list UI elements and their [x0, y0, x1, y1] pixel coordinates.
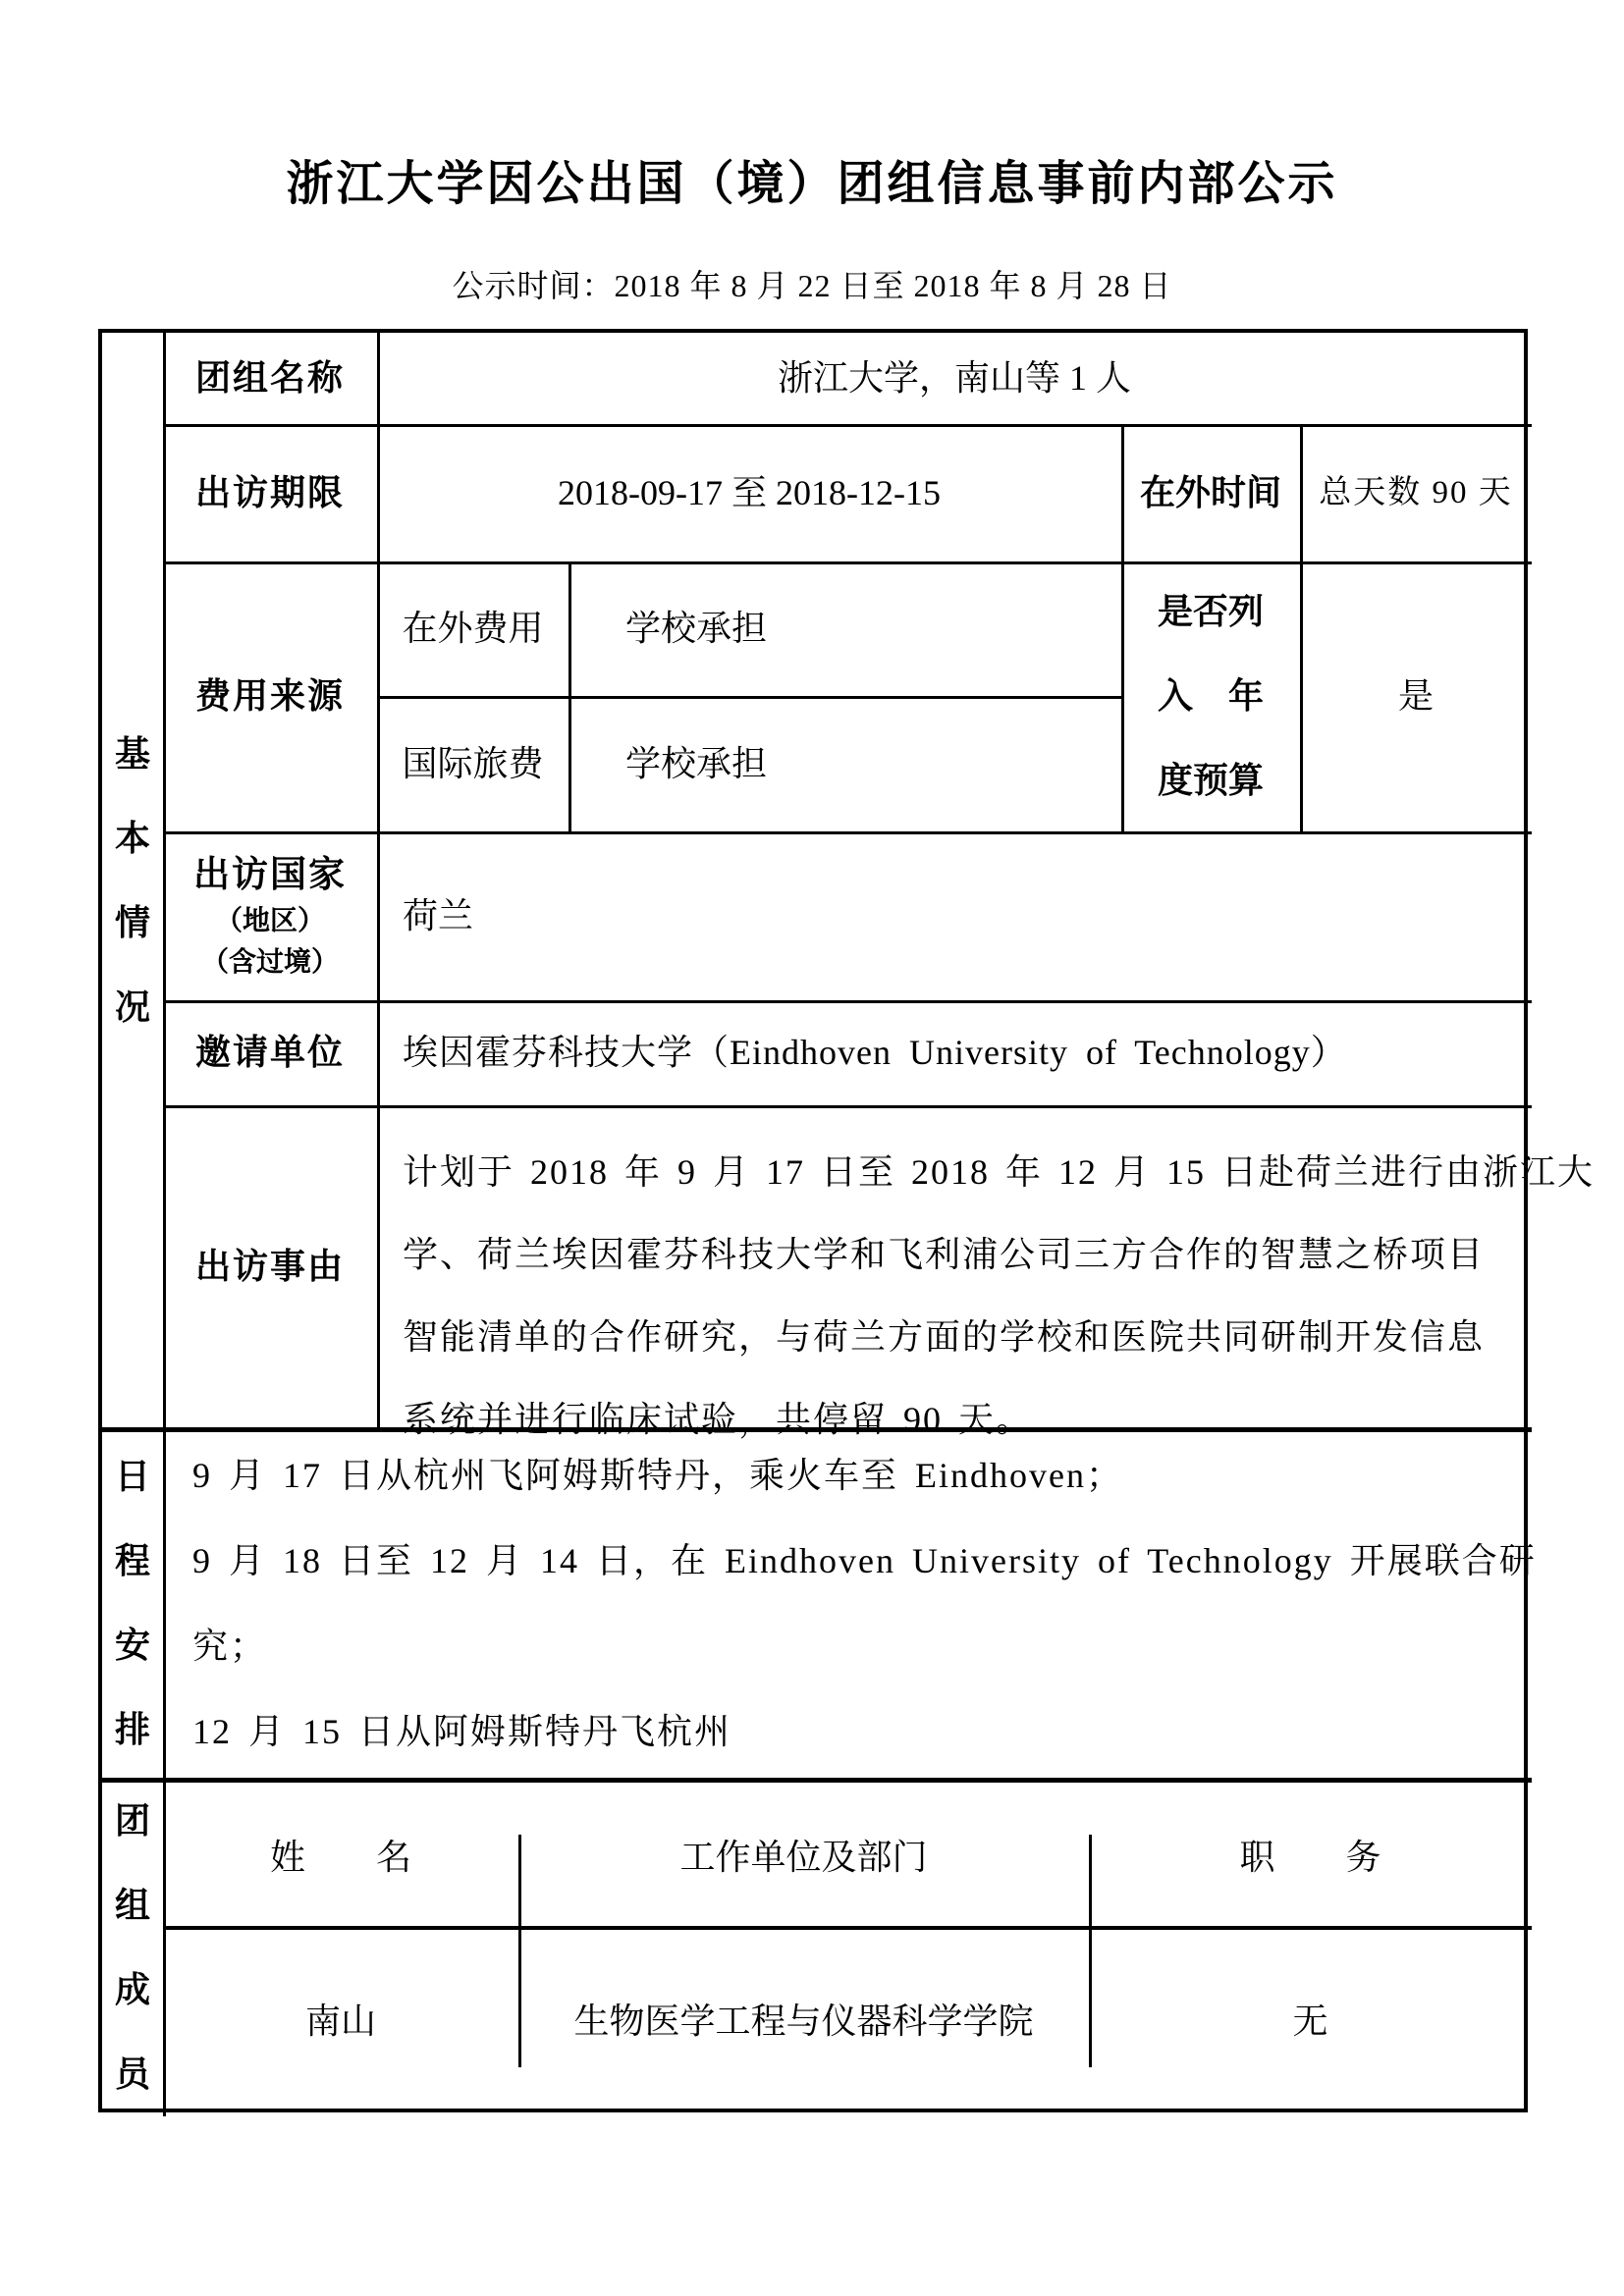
countries-label-sub2: （含过境）	[200, 946, 339, 977]
countries-label-sub1: （地区）	[214, 905, 325, 935]
schedule-line: 9 月 18 日至 12 月 14 日，在 Eindhoven University of Technology 开展联合研	[192, 1541, 1537, 1580]
budget-label-line3: 度预算	[1157, 760, 1264, 801]
group-name-label: 团组名称	[194, 357, 345, 399]
inviter-value	[377, 1000, 1532, 1105]
visit-period-label: 出访期限	[194, 471, 345, 512]
funding-value-abroad-cost: 学校承担	[625, 609, 768, 649]
section-label-schedule: 日 程 安 排	[114, 1455, 150, 1749]
countries-label-main: 出访国家	[193, 854, 347, 894]
purpose-value	[377, 1105, 1596, 1439]
section-label-basic-info: 基 本 情 况	[114, 732, 150, 1027]
budget-label-line2: 入 年	[1157, 675, 1264, 717]
funding-item-intl-travel: 国际旅费	[402, 743, 544, 783]
purpose-line: 学、荷兰埃因霍芬科技大学和飞利浦公司三方合作的智慧之桥项目	[403, 1235, 1486, 1274]
funding-label: 费用来源	[194, 675, 345, 717]
funding-value-intl-travel: 学校承担	[625, 743, 768, 783]
countries-label	[163, 831, 377, 1000]
schedule-content	[163, 1427, 1537, 1778]
funding-item-abroad-cost: 在外费用	[402, 609, 544, 649]
abroad-time-label: 在外时间	[1139, 471, 1281, 512]
members-header-affiliation: 工作单位及部门	[679, 1838, 928, 1878]
budget-label	[1121, 561, 1300, 831]
purpose-line: 智能清单的合作研究，与荷兰方面的学校和医院共同研制开发信息	[403, 1317, 1486, 1357]
group-name-value: 浙江大学，南山等 1 人	[777, 358, 1131, 399]
member-row-duty: 无	[1292, 2001, 1328, 2041]
purpose-line: 计划于 2018 年 9 月 17 日至 2018 年 12 月 15 日赴荷兰进行由浙江大	[403, 1152, 1596, 1192]
total-days-value: 总天数 90 天	[1319, 474, 1513, 510]
purpose-line: 系统并进行临床试验，共停留 90 天。	[403, 1400, 1034, 1439]
budget-value: 是	[1397, 676, 1434, 717]
schedule-line: 究；	[192, 1627, 268, 1666]
schedule-line: 12 月 15 日从阿姆斯特丹飞杭州	[192, 1712, 732, 1751]
members-header-duty: 职 务	[1239, 1838, 1381, 1878]
inviter-label: 邀请单位	[194, 1032, 345, 1073]
inviter-value-text: 埃因霍芬科技大学（Eindhoven University of Technology）	[403, 1033, 1347, 1073]
purpose-label: 出访事由	[194, 1245, 345, 1286]
visit-period-value: 2018-09-17 至 2018-12-15	[558, 472, 941, 512]
countries-value: 荷兰	[403, 895, 474, 935]
member-row-affiliation: 生物医学工程与仪器科学学院	[573, 2001, 1034, 2041]
page-title: 浙江大学因公出国（境）团组信息事前内部公示	[286, 158, 1338, 210]
budget-label-line1: 是否列	[1157, 591, 1264, 632]
schedule-line: 9 月 17 日从杭州飞阿姆斯特丹，乘火车至 Eindhoven；	[192, 1456, 1123, 1495]
publicity-period: 公示时间：2018 年 8 月 22 日至 2018 年 8 月 28 日	[452, 268, 1172, 303]
info-table	[98, 329, 1596, 2112]
members-header-name: 姓 名	[269, 1838, 411, 1878]
section-label-members: 团 组 成 员	[114, 1799, 150, 2094]
member-row-name: 南山	[304, 2001, 376, 2041]
